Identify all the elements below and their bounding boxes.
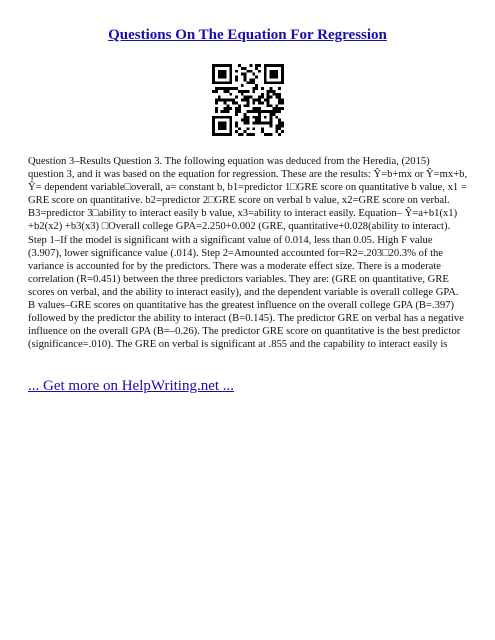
qr-code-icon	[212, 64, 284, 136]
question-body-text: Question 3–Results Question 3. The following equation was deduced from the Heredia, (2015) question 3, and it was based on the equation for regression. These are the results: Ŷ=b+mx or Ŷ=mx+b, Ŷ= dependent variable□overall, a= constant b, b1=predictor 1□GRE score on quantitative b value, x1 = GRE score on quantitative. b2=predictor 2□GRE score on verbal b value, x2=GRE score on verbal. B3=predictor 3□ability to interact easily b value, x3=ability to interact easily. Equation– Ŷ=a+b1(x1) +b2(x2) +b3(x3) □Overall college GPA=2.250+0.002 (GRE, quantitative+0.028(ability to interact). Step 1–If the model is significant with a significant value of 0.014, less than 0.05. High F value (3.907), lower significance value (.014). Step 2=Amounted accounted for=R2=.203□20.3% of the variance is accounted for by the predictors. There was a moderate effect size. There is a moderate correlation (R=0.451) between the three predictors variables. They are: (GRE on quantitative, GRE scores on verbal, and the ability to interact easily), and the dependent variable is overall college GPA. B values–GRE scores on quantitative has the greatest influence on the overall college GPA (B=.397) followed by the predictor the ability to interact (B=0.145). The predictor GRE on verbal has a negative influence on the overall GPA (B=–0.26). The predictor GRE score on quantitative is the best predictor (significance=.010). The GRE on verbal is significant at .855 and the capability to interact easily is	[28, 156, 468, 351]
page-title-link[interactable]: Questions On The Equation For Regression	[108, 27, 387, 43]
get-more-link[interactable]: ... Get more on HelpWriting.net ...	[28, 378, 235, 394]
qr-code-modules	[212, 64, 284, 136]
